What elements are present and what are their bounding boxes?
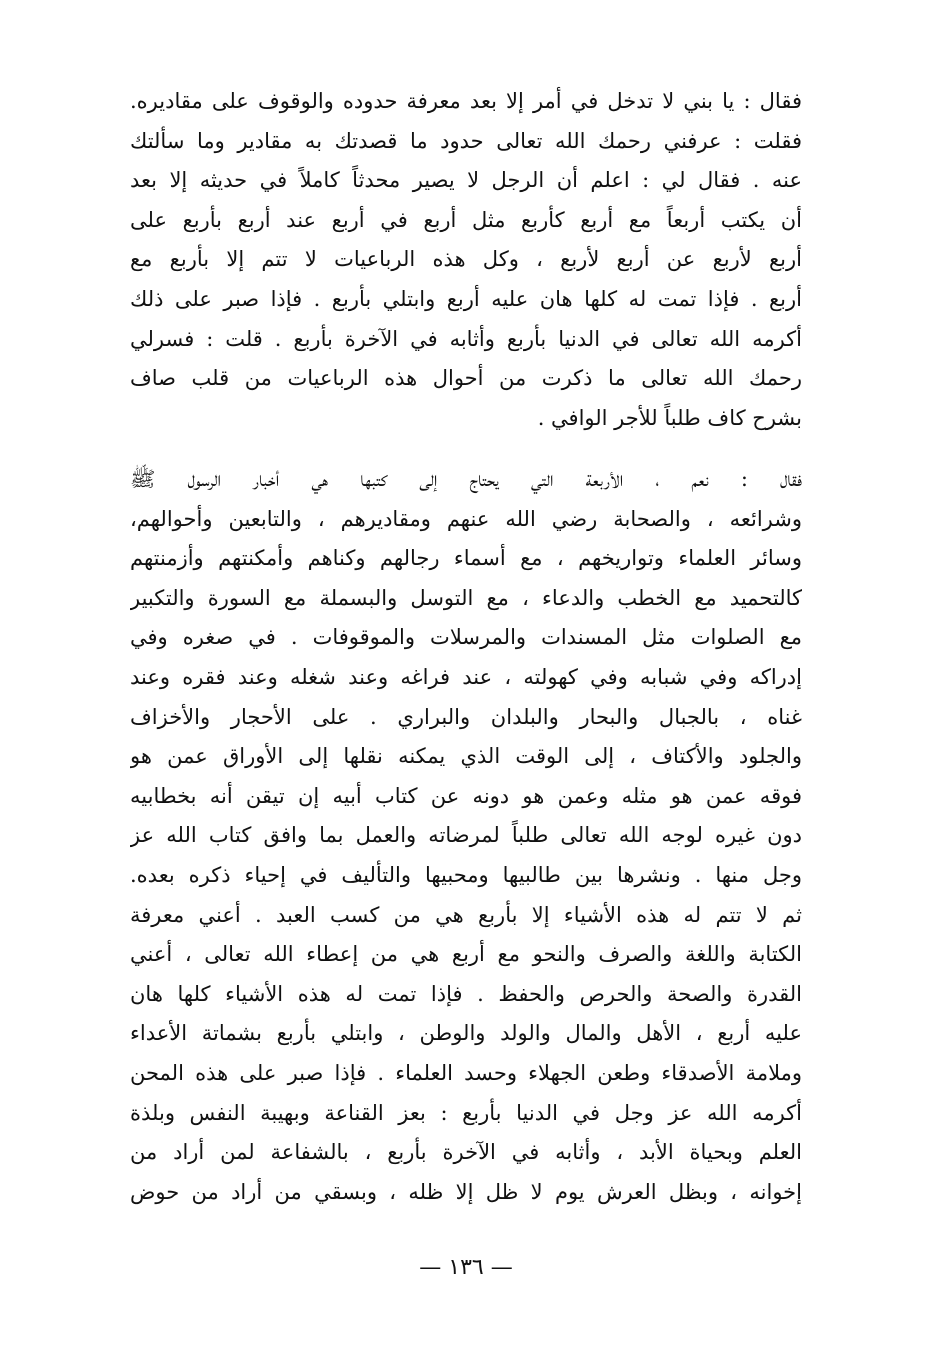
paragraph-2 [130,460,802,1212]
text-line: أكرمه الله تعالى في الدنيا بأربع وأثابه في الآخرة بأربع . قلت : فسرلي [130,326,802,351]
text-line: القدرة والصحة والحرص والحفظ . فإذا تمت له هذه الأشياء كلها هان [130,981,802,1006]
text-line: وملامة الأصدقاء وطعن الجهلاء وحسد العلماء . فإذا صبر على هذه المحن [130,1060,802,1085]
text-line: أكرمه الله عز وجل في الدنيا بأربع : بعز القناعة وبهيبة النفس وبلذة [130,1100,802,1125]
text-line: رحمك الله تعالى ما ذكرت من أحوال هذه الرباعيات من قلب صاف [130,366,802,391]
text-line: أربع . فإذا تمت له كلها هان عليه أربع وابتلي بأربع . فإذا صبر على ذلك [130,286,802,311]
text-line: أن يكتب أربعاً مع أربع كأربع مثل أربع في أربع عند أربع بأربع على [130,207,802,232]
text-line: كالتحميد مع الخطب والدعاء ، مع التوسل والبسملة مع السورة والتكبير [130,585,802,610]
text-line: وسائر العلماء وتواريخهم ، مع أسماء رجالهم وكناهم وأمكنتهم وأزمنتهم [130,546,802,571]
text-line: إدراكه وفي شبابه وفي كهولته ، عند فراغه وعند شغله وعند فقره وعند [130,664,802,689]
text-line: فقلت : عرفني رحمك الله تعالى حدود ما قصدتك به مقادير وما سألتك [130,128,802,153]
text-line: أربع لأربع عن أربع لأربع ، وكل هذه الرباعيات لا تتم إلا بأربع مع [130,247,802,272]
text-line: الكتابة واللغة والصرف والنحو مع أربع هي من إعطاء الله تعالى ، أعني [130,942,802,967]
text-line: فقال : يا بني لا تدخل في أمر إلا بعد معرفة حدوده والوقوف على مقاديره. [130,89,802,113]
text-line: مع الصلوات مثل المسندات والمرسلات والموقوفات . في صغره وفي [130,625,802,650]
text-line: غناه ، بالجبال والبحار والبلدان والبراري . على الأحجار والأخزاف [130,704,802,729]
text-line: فوقه عمن هو مثله وعمن هو دونه عن كتاب أبيه إن تيقن أنه بخطابيه [130,783,802,808]
text-line: عليه أربع ، الأهل والمال والولد والوطن ، وابتلي بأربع بشماتة الأعداء [130,1021,802,1046]
text-line: وشرائعه ، والصحابة رضي الله عنهم ومقاديرهم ، والتابعين وأحوالهم، [130,506,802,531]
paragraph-1 [130,82,802,438]
text-line: ثم لا تتم له هذه الأشياء إلا بأربع هي من كسب العبد . أعني معرفة [130,902,802,927]
text-line: والجلود والأكتاف ، إلى الوقت الذي يمكنه نقلها إلى الأوراق عمن هو [130,744,802,769]
text-line: وجل منها . ونشرها بين طالبيها ومحبيها والتأليف في إحياء ذكره بعده. [130,862,802,887]
text-line: عنه . فقال لي : اعلم أن الرجل لا يصير محدثاً كاملاً في حديثه إلا بعد [130,168,802,193]
text-line: العلم وبحياة الأبد ، وأثابه في الآخرة بأربع ، بالشفاعة لمن أراد من [130,1140,802,1165]
text-line: فقال : نعم ، الأربعة التي يحتاج إلى كتبها هي أخبار الرسول ﷺ [130,467,802,491]
text-line: إخوانه ، وبظل العرش يوم لا ظل إلا ظله ، وبسقي من أراد من حوض [130,1179,802,1204]
text-line: بشرح كاف طلباً للأجر الوافي . [537,405,802,430]
text-line: دون غيره لوجه الله تعالى طلباً لمرضاته والعمل بما وافق كتاب الله عز [130,823,802,848]
page-number: — ١٣٦ — [419,1255,513,1280]
